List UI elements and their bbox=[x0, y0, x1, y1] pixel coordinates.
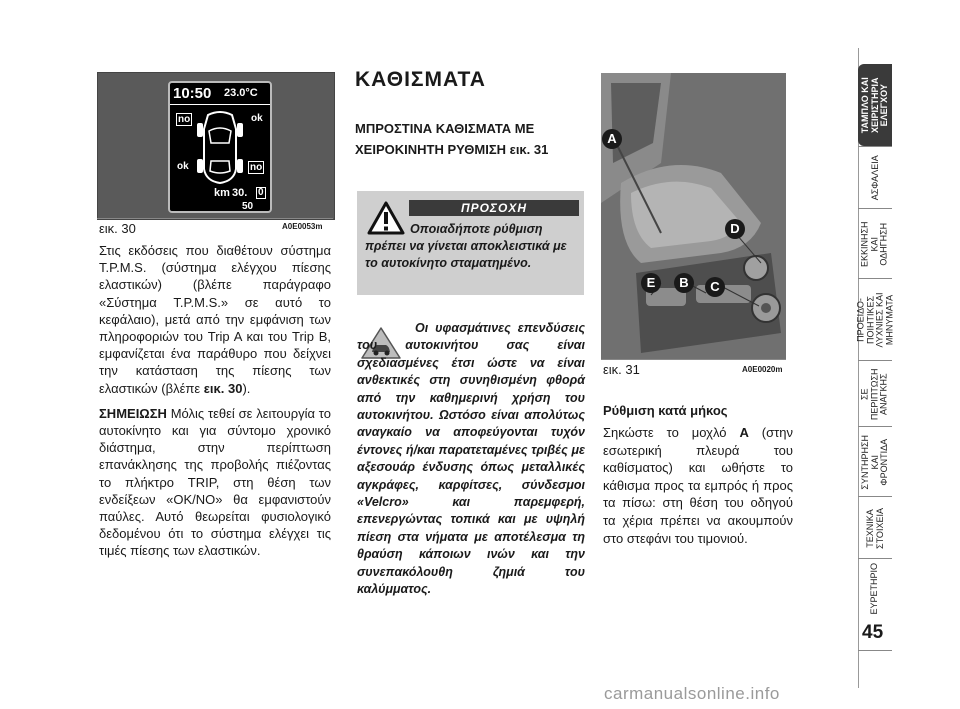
tire-front-left-status: no bbox=[178, 114, 191, 125]
section-subtitle: ΜΠΡΟΣΤΙΝΑ ΚΑΘΙΣΜΑΤΑ ΜΕ ΧΕΙΡΟΚΙΝΗΤΗ ΡΥΘΜΙΣΗ εικ. 31 bbox=[355, 121, 549, 157]
figure-30-caption: εικ. 30 bbox=[99, 221, 136, 236]
callout-a: A bbox=[602, 129, 622, 149]
fabric-note-text: Οι υφασμάτινες επενδύσεις του αυτοκινήτου σας είναι σχεδιασμένες έτσι ώστε να είναι ανθεκτικές στη συνηθισμένη φθορά από την καθημερινή χρήση του αυτοκινήτου. Ωστόσο είναι απολύτως αναγκαίο να αποφεύγονται τυχόν έντονες ή/και παρατεταμένες τριβές με αξεσουάρ ένδυσης όπως μεταλλικές αγκράφες, καρφίτσες, σύνδεσμοι «Velcro» και παρεμφερή, επενεργώντας τοπικά και με υψηλή πίεση στα νήματα με αποτέλεσμα τη θραύση κάποιων ινών και την συνεπακόλουθη ζημιά του καλύμματος. bbox=[357, 321, 585, 597]
tab-starting-driving[interactable]: ΕΚΚΙΝΗΣΗ ΚΑΙ ΟΔΗΓΗΣΗ bbox=[858, 208, 892, 279]
tab-maintenance[interactable]: ΣΥΝΤΗΡΗΣΗ ΚΑΙ ΦΡΟΝΤΙΔΑ bbox=[858, 426, 892, 497]
lcd-km-decimal: 0 bbox=[258, 187, 264, 198]
figure-30-reference: εικ. 30 bbox=[203, 380, 243, 396]
section-title: ΚΑΘΙΣΜΑΤΑ bbox=[355, 68, 486, 91]
car-top-view-icon bbox=[196, 109, 244, 185]
warning-heading: ΠΡΟΣΟΧΗ bbox=[409, 200, 579, 216]
adjustment-heading: Ρύθμιση κατά μήκος bbox=[603, 403, 728, 418]
note-paragraph: ΣΗΜΕΙΩΣΗ Μόλις τεθεί σε λειτουργία το αυτοκίνητο και για σύντομο χρονικό διάστημα, στην περίπτωση επανάκλησης της προβολής πιέζοντας το πλήκτρο TRIP, στη θέση των ενδείξεων «OK/NO» θα εμφανιστούν παύλες. Αυτό θεωρείται φυσιολογικό δεδομένου ότι το σύστημα ελέγχει τις τιμές πίεσης των ελαστικών. bbox=[99, 405, 331, 559]
tab-dashboard-controls[interactable]: ΤΑΜΠΛΟ ΚΑΙ ΧΕΙΡΙΣΤΗΡΙΑ ΕΛΕΓΧΟΥ bbox=[858, 64, 892, 146]
watermark: carmanualsonline.info bbox=[604, 684, 780, 703]
tab-safety[interactable]: ΑΣΦΑΛΕΙΑ bbox=[858, 146, 892, 209]
warning-box bbox=[357, 191, 584, 295]
lcd-sub-value: 50 bbox=[242, 201, 254, 212]
tire-rear-right-status: no bbox=[250, 162, 263, 173]
tab-technical-data[interactable]: ΤΕΧΝΙΚΑ ΣΤΟΙΧΕΙΑ bbox=[858, 496, 892, 559]
lcd-km-value: 30. bbox=[232, 187, 248, 199]
tire-rear-left-status: ok bbox=[177, 161, 189, 172]
adjustment-text: Σηκώστε το μοχλό A (στην εσωτερική πλευρά του καθίσματος) και ωθήστε το κάθισμα προς τα εμπρός ή προς τα πίσω: στη θέση του οδηγού τα χέρια πρέπει να ακουμπούν στο στεφάνι του τιμονιού. bbox=[603, 425, 793, 546]
tab-emergency[interactable]: ΣΕ ΠΕΡΙΠΤΩΣΗ ΑΝΑΓΚΗΣ bbox=[858, 360, 892, 427]
lever-a-reference: A bbox=[739, 425, 749, 440]
figure-30-code: A0E0053m bbox=[282, 222, 323, 231]
tab-index[interactable]: ΕΥΡΕΤΗΡΙΟ bbox=[858, 558, 892, 619]
lcd-temperature: 23.0°C bbox=[224, 87, 258, 99]
velcro-brand: Velcro bbox=[363, 495, 402, 510]
left-body-text bbox=[99, 242, 331, 568]
callout-c: C bbox=[705, 277, 725, 297]
figure-31-caption: εικ. 31 bbox=[603, 362, 640, 377]
seat-illustration bbox=[601, 73, 786, 359]
note-label: ΣΗΜΕΙΩΣΗ bbox=[99, 405, 167, 421]
lcd-time: 10:50 bbox=[173, 85, 212, 102]
callout-e: E bbox=[641, 273, 661, 293]
figure-30-divider bbox=[97, 218, 333, 219]
lcd-km-label: km bbox=[214, 187, 230, 199]
figure-31-divider bbox=[601, 359, 786, 360]
lcd-separator bbox=[170, 104, 270, 105]
figure-31-seat-photo bbox=[601, 73, 786, 359]
figure-30-display bbox=[97, 72, 335, 220]
page-number: 45 bbox=[862, 622, 884, 643]
callout-d: D bbox=[725, 219, 745, 239]
callout-b: B bbox=[674, 273, 694, 293]
page-number-rule bbox=[858, 650, 892, 651]
tpms-lcd-screen bbox=[168, 81, 272, 213]
warning-text: Οποιαδήποτε ρύθμιση πρέπει να γίνεται αποκλειστικά με το αυτοκίνητο σταματημένο. bbox=[365, 222, 567, 270]
tab-warning-lights[interactable]: ΠΡΟΕΙΔΟ- ΠΟΙΗΤΙΚΕΣ ΛΥΧΝΙΕΣ ΚΑΙ ΜΗΝΥΜΑΤΑ bbox=[858, 278, 892, 361]
figure-31-code: A0E0020m bbox=[742, 365, 783, 374]
tpms-paragraph: Στις εκδόσεις που διαθέτουν σύστημα T.P.M.S. (σύστημα ελέγχου πίεσης ελαστικών) (βλέπε παράγραφο «Σύστημα T.P.M.S.» σε αυτό το κεφάλαιο), μετά από την εμφάνιση των πληροφοριών του Trip A και του Trip B, εμφανίζεται ένα παράθυρο που δείχνει την κατάσταση της πίεσης των ελαστικών (βλέπε εικ. 30). bbox=[99, 243, 331, 396]
tire-front-right-status: ok bbox=[251, 113, 263, 124]
